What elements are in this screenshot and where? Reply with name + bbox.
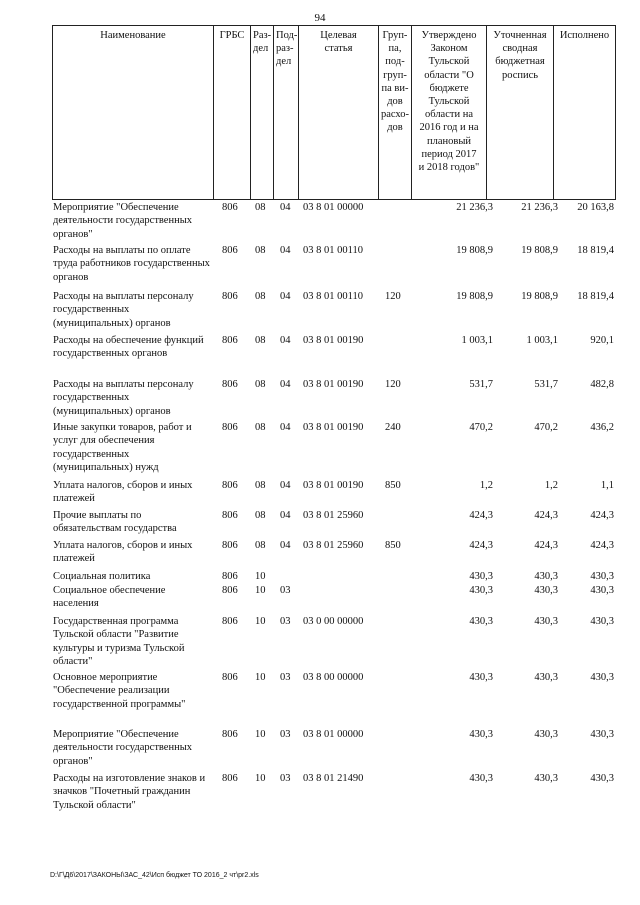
row-target-article: 03 8 01 00110 (303, 245, 363, 256)
row-executed: 436,2 (590, 422, 614, 433)
row-expense-group: 850 (385, 480, 401, 491)
row-specified: 1,2 (544, 480, 558, 491)
row-target-article: 03 8 01 00190 (303, 480, 364, 491)
row-expense-group: 850 (385, 540, 401, 551)
row-name: Основное мероприятие "Обеспечение реализации государственной программы" (53, 672, 186, 710)
table-row (52, 615, 616, 671)
row-target-article: 03 8 01 00000 (303, 202, 364, 213)
table-row (52, 728, 616, 772)
row-specified: 19 808,9 (521, 245, 558, 256)
row-target-article: 03 0 00 00000 (303, 616, 364, 627)
row-podrazdel: 04 (280, 510, 291, 521)
header-target-article: Целевая статья (298, 26, 378, 199)
row-grbs: 806 (222, 729, 238, 740)
row-name: Мероприятие "Обеспечение деятельности государственных органов" (53, 729, 193, 767)
table-row (52, 201, 616, 244)
row-executed: 430,3 (590, 672, 614, 683)
row-approved: 531,7 (469, 379, 493, 390)
row-executed: 424,3 (590, 540, 614, 551)
row-approved: 470,2 (469, 422, 493, 433)
row-target-article: 03 8 01 25960 (303, 540, 364, 551)
row-grbs: 806 (222, 585, 238, 596)
row-executed: 430,3 (590, 616, 614, 627)
row-expense-group: 240 (385, 422, 401, 433)
row-specified: 430,3 (534, 585, 558, 596)
table-row (52, 244, 616, 290)
row-executed: 482,8 (590, 379, 614, 390)
row-approved: 1,2 (479, 480, 493, 491)
table-row (52, 539, 616, 570)
row-name: Социальное обеспечение населения (53, 585, 166, 610)
row-specified: 21 236,3 (521, 202, 558, 213)
header-name: Наименование (100, 30, 166, 41)
table-row (52, 378, 616, 421)
row-target-article: 03 8 00 00000 (303, 672, 364, 683)
row-approved: 1 003,1 (461, 335, 493, 346)
row-razdel: 10 (255, 729, 266, 740)
row-approved: 430,3 (469, 729, 493, 740)
row-podrazdel: 04 (280, 291, 291, 302)
row-grbs: 806 (222, 422, 238, 433)
row-razdel: 10 (255, 773, 266, 784)
row-grbs: 806 (222, 672, 238, 683)
row-razdel: 10 (255, 585, 266, 596)
row-expense-group: 120 (385, 291, 401, 302)
row-grbs: 806 (222, 335, 238, 346)
file-path: D:\Г\Д6\2017\ЗАКОНЫ\ЗАС_42\Исп бюджет ТО 2016_2 чт\pr2.xls (50, 872, 259, 879)
row-podrazdel: 04 (280, 422, 291, 433)
row-name: Расходы на выплаты по оплате труда работников государственных органов (53, 245, 210, 283)
row-name: Иные закупки товаров, работ и услуг для обеспечения государственных (муниципальных) нужд (53, 422, 192, 474)
row-podrazdel: 03 (280, 729, 291, 740)
row-specified: 430,3 (534, 616, 558, 627)
row-approved: 21 236,3 (456, 202, 493, 213)
row-podrazdel: 04 (280, 202, 291, 213)
row-razdel: 08 (255, 510, 266, 521)
row-specified: 430,3 (534, 773, 558, 784)
table-row (52, 570, 616, 584)
row-podrazdel: 03 (280, 585, 291, 596)
table-row (52, 671, 616, 728)
row-target-article: 03 8 01 25960 (303, 510, 364, 521)
row-grbs: 806 (222, 202, 238, 213)
table-row (52, 421, 616, 479)
row-target-article: 03 8 01 00190 (303, 422, 364, 433)
row-specified: 19 808,9 (521, 291, 558, 302)
row-executed: 430,3 (590, 773, 614, 784)
row-podrazdel: 04 (280, 245, 291, 256)
row-razdel: 08 (255, 422, 266, 433)
row-approved: 430,3 (469, 773, 493, 784)
table-row (52, 479, 616, 509)
row-grbs: 806 (222, 379, 238, 390)
row-name: Расходы на изготовление знаков и значков "Почетный гражданин Тульской области" (53, 773, 206, 811)
header-grbs: ГРБС (213, 26, 250, 199)
row-executed: 1,1 (600, 480, 614, 491)
row-razdel: 08 (255, 245, 266, 256)
row-approved: 430,3 (469, 616, 493, 627)
row-target-article: 03 8 01 00190 (303, 335, 364, 346)
row-target-article: 03 8 01 00000 (303, 729, 364, 740)
row-executed: 430,3 (590, 729, 614, 740)
row-specified: 531,7 (534, 379, 558, 390)
row-specified: 430,3 (534, 729, 558, 740)
row-podrazdel: 04 (280, 335, 291, 346)
row-grbs: 806 (222, 616, 238, 627)
row-grbs: 806 (222, 540, 238, 551)
row-grbs: 806 (222, 291, 238, 302)
row-razdel: 08 (255, 202, 266, 213)
row-executed: 424,3 (590, 510, 614, 521)
row-name: Прочие выплаты по обязательствам государства (53, 510, 177, 535)
header-podrazdel: Под- раз- дел (273, 26, 298, 199)
row-grbs: 806 (222, 245, 238, 256)
page-number: 94 (314, 12, 326, 24)
row-expense-group: 120 (385, 379, 401, 390)
row-razdel: 10 (255, 672, 266, 683)
row-specified: 424,3 (534, 510, 558, 521)
row-name: Социальная политика (53, 571, 151, 582)
row-approved: 430,3 (469, 585, 493, 596)
row-podrazdel: 04 (280, 379, 291, 390)
header-executed: Исполнено (553, 26, 615, 199)
row-specified: 430,3 (534, 672, 558, 683)
row-razdel: 10 (255, 571, 266, 582)
row-approved: 424,3 (469, 540, 493, 551)
row-executed: 430,3 (590, 585, 614, 596)
row-specified: 1 003,1 (526, 335, 558, 346)
row-name: Уплата налогов, сборов и иных платежей (53, 480, 193, 505)
row-name: Расходы на выплаты персоналу государственных (муниципальных) органов (53, 291, 194, 329)
row-podrazdel: 03 (280, 672, 291, 683)
row-name: Уплата налогов, сборов и иных платежей (53, 540, 193, 565)
row-specified: 430,3 (534, 571, 558, 582)
table-row (52, 334, 616, 378)
table-row (52, 290, 616, 334)
row-grbs: 806 (222, 510, 238, 521)
row-specified: 470,2 (534, 422, 558, 433)
row-grbs: 806 (222, 571, 238, 582)
row-name: Государственная программа Тульской области "Развитие культуры и туризма Тульской области" (53, 616, 185, 668)
header-approved: Утверждено Законом Тульской области "О бюджете Тульской области на 2016 год и на плановый период 2017 и 2018 годов" (411, 26, 486, 199)
row-executed: 18 819,4 (577, 245, 614, 256)
row-razdel: 08 (255, 480, 266, 491)
table-row (52, 772, 616, 822)
row-executed: 920,1 (590, 335, 614, 346)
budget-table (52, 25, 616, 811)
row-target-article: 03 8 01 00190 (303, 379, 364, 390)
row-approved: 19 808,9 (456, 291, 493, 302)
row-razdel: 08 (255, 540, 266, 551)
row-name: Расходы на обеспечение функций государственных органов (53, 335, 204, 360)
row-podrazdel: 03 (280, 616, 291, 627)
row-approved: 430,3 (469, 672, 493, 683)
header-specified: Уточненная сводная бюджетная роспись (486, 26, 553, 199)
table-header (52, 25, 616, 200)
table-row (52, 509, 616, 539)
table-row (52, 584, 616, 615)
row-specified: 424,3 (534, 540, 558, 551)
row-grbs: 806 (222, 480, 238, 491)
row-razdel: 08 (255, 379, 266, 390)
header-expense-group: Груп- па, под- груп- па ви- дов расхо- дов (378, 26, 411, 199)
row-name: Мероприятие "Обеспечение деятельности государственных органов" (53, 202, 193, 240)
row-approved: 19 808,9 (456, 245, 493, 256)
row-podrazdel: 04 (280, 480, 291, 491)
row-executed: 430,3 (590, 571, 614, 582)
row-razdel: 10 (255, 616, 266, 627)
row-razdel: 08 (255, 291, 266, 302)
row-name: Расходы на выплаты персоналу государственных (муниципальных) органов (53, 379, 194, 417)
row-podrazdel: 04 (280, 540, 291, 551)
row-target-article: 03 8 01 21490 (303, 773, 364, 784)
row-executed: 18 819,4 (577, 291, 614, 302)
header-razdel: Раз- дел (250, 26, 273, 199)
row-approved: 424,3 (469, 510, 493, 521)
row-podrazdel: 03 (280, 773, 291, 784)
row-target-article: 03 8 01 00110 (303, 291, 363, 302)
row-approved: 430,3 (469, 571, 493, 582)
row-razdel: 08 (255, 335, 266, 346)
row-executed: 20 163,8 (577, 202, 614, 213)
row-grbs: 806 (222, 773, 238, 784)
